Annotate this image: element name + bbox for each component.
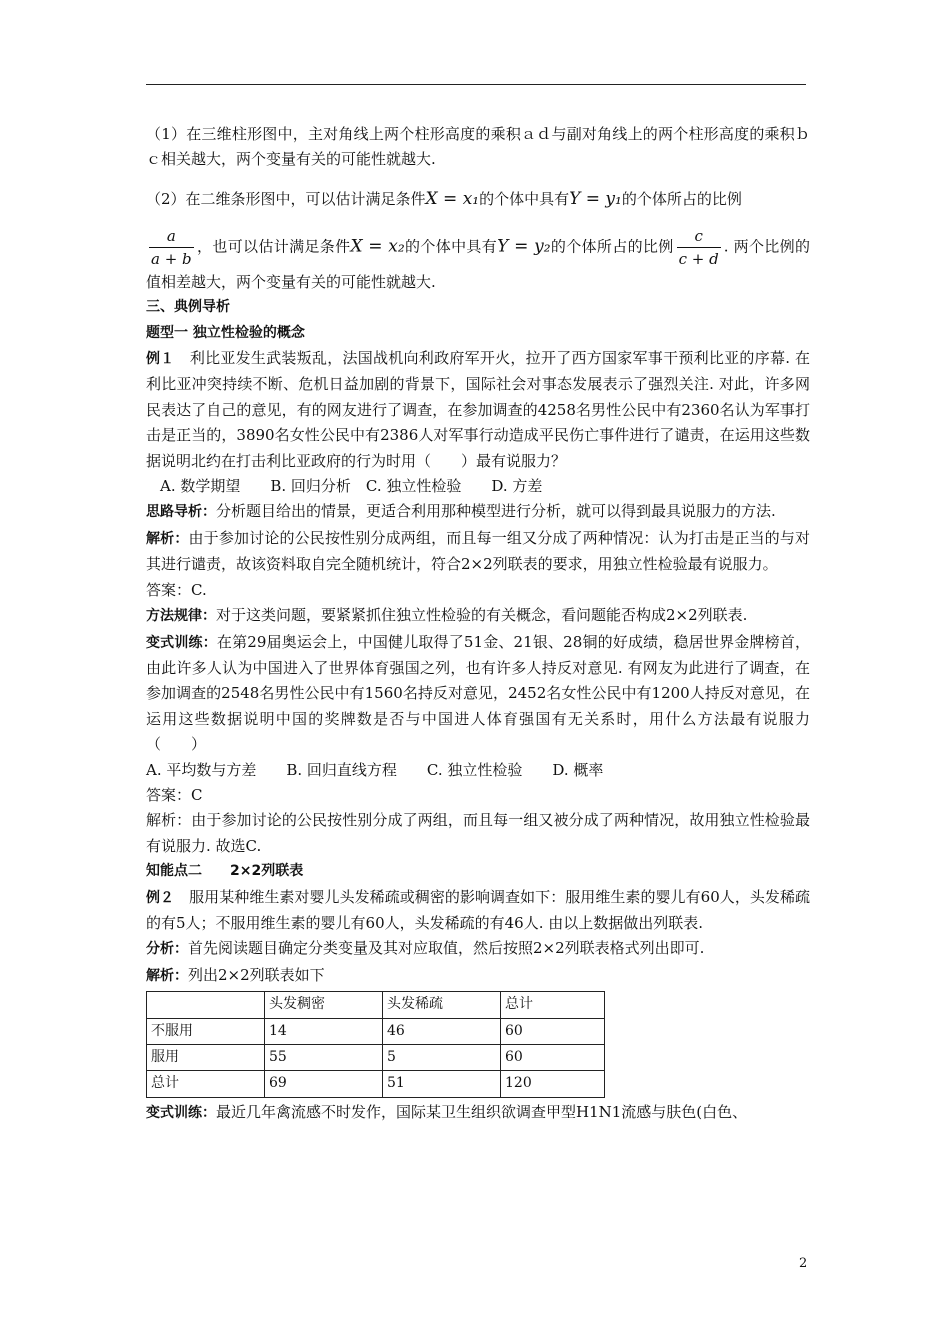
math-condition-y2: Y = y₂: [497, 236, 551, 257]
fraction-a-over-a-plus-b: [149, 225, 194, 270]
table-cell: 120: [501, 1071, 605, 1097]
math-condition-y1: Y = y₁: [569, 188, 622, 209]
math-condition-x2: X = x₂: [350, 236, 405, 257]
intro-text: 的个体中具有: [404, 237, 498, 256]
variant-text: 在第29届奥运会上，中国健儿取得了51金、21银、28铜的好成绩，稳居世界金牌榜首，由此许多人认为中国进入了世界体育强国之列，也有许多人持反对意见. 有网友为此进行了调查，在参加调查的2548名男性公民中有1560名持反对意见，2452名女性公民中有1200人持反对意见，在运用这些数据说明中国的奖牌数是否与中国进人体育强国有无关系时，用什么方法最有说服力（ ）: [146, 632, 811, 754]
table-row: [147, 1018, 605, 1044]
example-1: [146, 346, 810, 474]
intro-paragraph-1: （1）在三维柱形图中，主对角线上两个柱形高度的乘积ａｄ与副对角线上的两个柱形高度的乘积ｂｃ相关越大，两个变量有关的可能性就越大.: [146, 125, 810, 169]
solution-label: 解析：: [146, 967, 188, 984]
table-header-row: [147, 992, 605, 1018]
analysis-label: 分析：: [146, 941, 188, 958]
variant-1-options: A. 平均数与方差 B. 回归直线方程 C. 独立性检验 D. 概率: [146, 760, 604, 779]
table-cell: 5: [383, 1045, 501, 1071]
table-cell: 服用: [147, 1045, 265, 1071]
variant-text: 最近几年禽流感不时发作，国际某卫生组织欲调查甲型H1N1流感与肤色(白色、: [216, 1102, 748, 1121]
table-row: [147, 1045, 605, 1071]
example-text: 利比亚发生武装叛乱，法国战机向利政府军开火，拉开了西方国家军事干预利比亚的序幕. 在利比亚冲突持续不断、危机日益加剧的背景下，国际社会对事态发展表示了强烈关注. 对此，许多网民表达了自己的意见，有的网友进行了调查，在参加调查的4258名男性公民中有2360名认为军事打击是正当的，3890名女性公民中有2386人对军事行动造成平民伤亡事件进行了谴责，在运用这些数据说明北约在打击利比亚政府的行为时用（ ）最有说服力？: [146, 349, 811, 470]
table-cell: 14: [265, 1018, 383, 1044]
table-cell: 69: [265, 1071, 383, 1097]
example-2-solution: [146, 963, 810, 989]
intro-text: 的个体中具有: [479, 189, 570, 208]
example-1-answer: 答案：C.: [146, 580, 207, 599]
contingency-table: [146, 991, 605, 1098]
table-row: [147, 1071, 605, 1097]
subsection-heading: 题型一 独立性检验的概念: [146, 324, 305, 341]
example-label: 例１: [146, 351, 175, 368]
header-rule: [146, 84, 806, 85]
variant-1-solution: 解析：由于参加讨论的公民按性别分成了两组，而且每一组又被分成了两种情况，故用独立性检验最有说服力. 故选C.: [146, 811, 810, 855]
example-1-method: [146, 603, 810, 629]
method-label: 方法规律：: [146, 608, 216, 625]
variant-2: [146, 1100, 810, 1126]
knowledge-point-heading: 知能点二 2×2列联表: [146, 863, 304, 880]
intro-text: ，也可以估计满足条件: [196, 237, 351, 256]
intro-text: 的个体所占的比例: [550, 237, 674, 256]
example-1-idea: [146, 499, 810, 525]
table-cell: 60: [501, 1045, 605, 1071]
idea-text: 分析题目给出的情景，更适合利用那种模型进行分析，就可以得到最具说服力的方法.: [216, 502, 776, 521]
table-header-cell: 头发稠密: [265, 992, 383, 1018]
math-condition-x1: X = x₁: [425, 188, 480, 209]
example-text: 服用某种维生素对婴儿头发稀疏或稠密的影响调查如下：服用维生素的婴儿有60人，头发稀疏的有5人；不服用维生素的婴儿有60人，头发稀疏的有46人. 由以上数据做出列联表.: [146, 887, 811, 932]
intro-text: （2）在二维条形图中，可以估计满足条件: [146, 189, 426, 208]
variant-1-answer: 答案：C: [146, 785, 203, 804]
example-2-analysis: [146, 936, 810, 962]
fraction-denominator: a + b: [149, 247, 194, 270]
table-cell: 46: [383, 1018, 501, 1044]
intro-paragraph-3: [146, 225, 810, 295]
variant-1: [146, 630, 810, 758]
intro-text: . 两个比例的值相差越大，两个变量有关的可能性就越大.: [146, 237, 810, 291]
table-header-cell: 总计: [501, 992, 605, 1018]
intro-text: 的个体所占的比例: [621, 189, 742, 208]
example-2: [146, 885, 810, 937]
document-body: [146, 122, 810, 1126]
analysis-text: 首先阅读题目确定分类变量及其对应取值，然后按照2×2列联表格式列出即可.: [188, 939, 705, 958]
table-cell: 总计: [147, 1071, 265, 1097]
table-cell: 55: [265, 1045, 383, 1071]
table-cell: 60: [501, 1018, 605, 1044]
variant-label: 变式训练：: [146, 634, 217, 651]
example-label: 例２: [146, 889, 175, 906]
section-heading: 三、典例导析: [146, 299, 230, 316]
table-cell: 不服用: [147, 1018, 265, 1044]
example-1-options: A. 数学期望 B. 回归分析 C. 独立性检验 D. 方差: [160, 477, 543, 496]
variant-label: 变式训练：: [146, 1104, 216, 1121]
solution-text: 列出2×2列联表如下: [188, 965, 325, 984]
table-header-cell: [147, 992, 265, 1018]
idea-label: 思路导析：: [146, 504, 216, 521]
fraction-numerator: c: [694, 226, 703, 245]
table-cell: 51: [383, 1071, 501, 1097]
fraction-denominator: c + d: [677, 247, 721, 270]
fraction-numerator: a: [166, 226, 176, 245]
solution-text: 由于参加讨论的公民按性别分成两组，而且每一组又分成了两种情况：认为打击是正当的与对其进行谴责，故该资料取自完全随机统计，符合2×2列联表的要求，用独立性检验最有说服力。: [146, 528, 811, 574]
table-header-cell: 头发稀疏: [383, 992, 501, 1018]
page-number: 2: [799, 1256, 808, 1271]
example-1-solution: [146, 526, 810, 578]
fraction-c-over-c-plus-d: [677, 225, 721, 270]
method-text: 对于这类问题，要紧紧抓住独立性检验的有关概念，看问题能否构成2×2列联表.: [216, 606, 748, 625]
solution-label: 解析：: [146, 530, 189, 547]
intro-paragraph-2: [146, 173, 810, 225]
